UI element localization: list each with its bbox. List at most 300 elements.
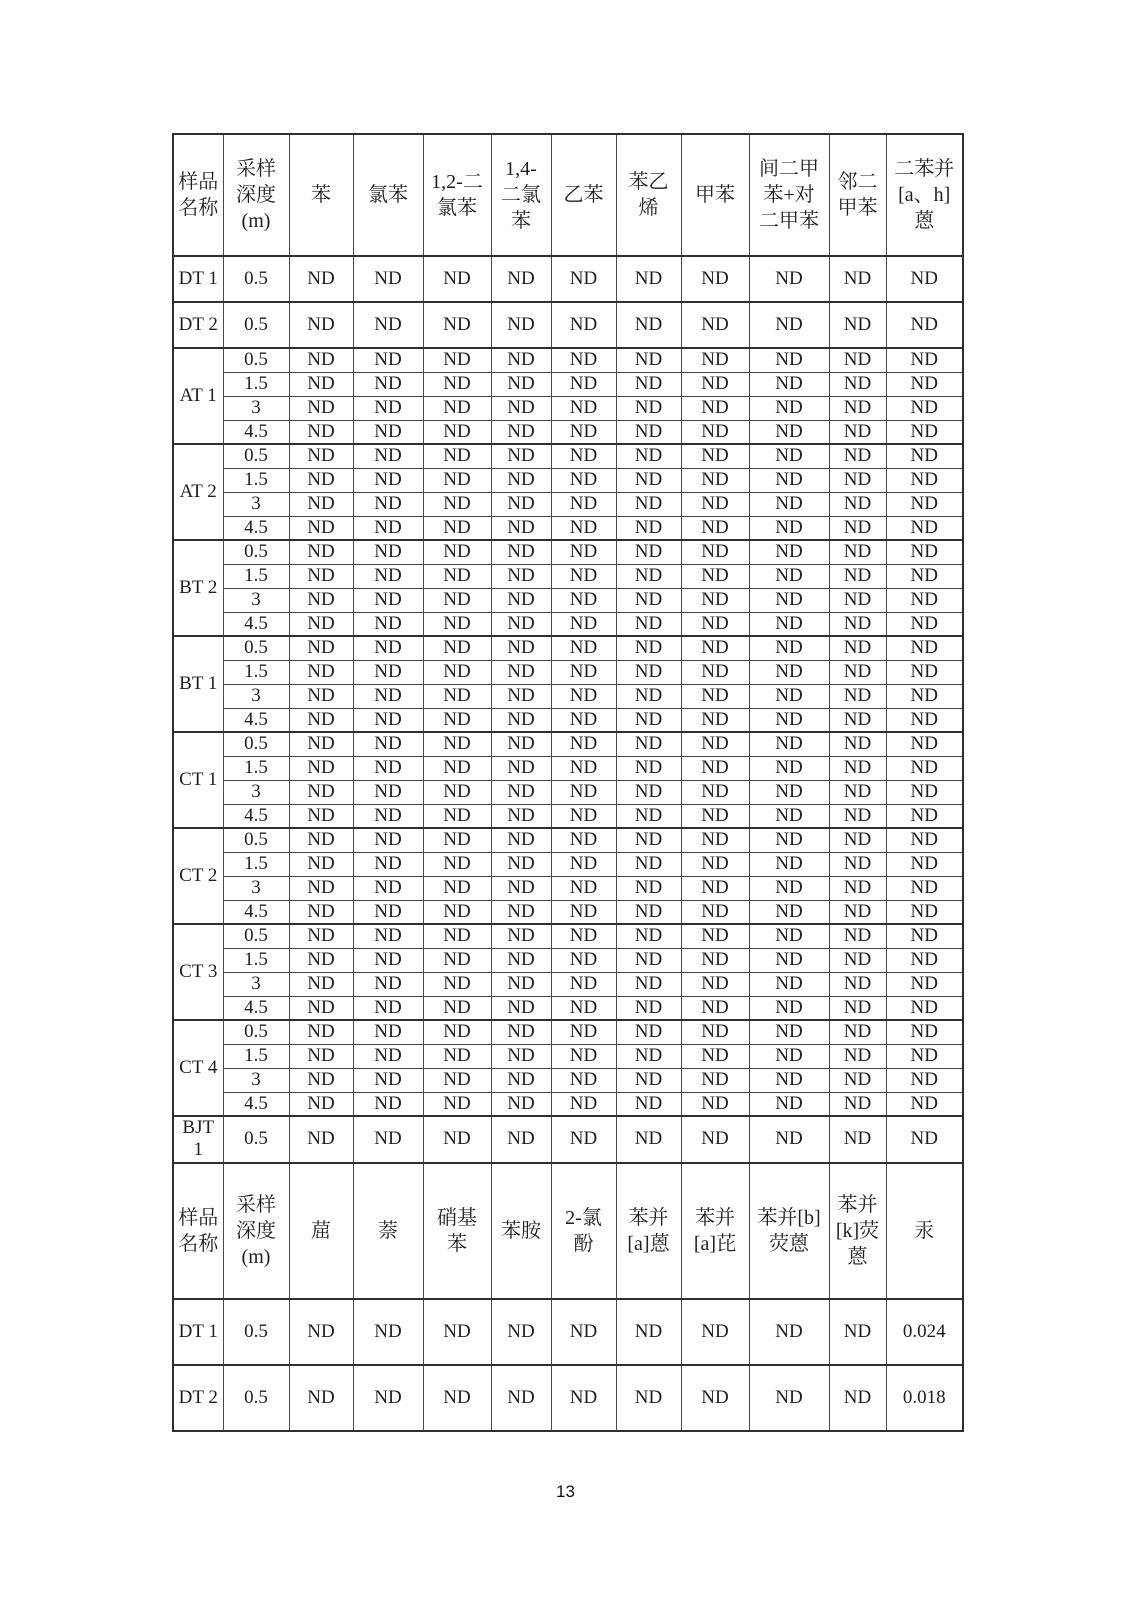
result-cell: ND <box>551 1068 616 1092</box>
header-chemical: 萘 <box>353 1163 423 1299</box>
result-cell: ND <box>423 372 491 396</box>
header-chemical: 苯并[k]荧蒽 <box>829 1163 886 1299</box>
result-cell: ND <box>681 708 749 732</box>
depth-cell: 3 <box>223 684 289 708</box>
sample-name-cell: BT 1 <box>173 636 223 732</box>
header-sample-name: 样品名称 <box>173 1163 223 1299</box>
result-cell: ND <box>829 1092 886 1116</box>
depth-cell: 0.5 <box>223 732 289 756</box>
result-cell: ND <box>423 948 491 972</box>
sample-row <box>173 372 963 396</box>
result-cell: ND <box>353 1092 423 1116</box>
depth-cell: 3 <box>223 1068 289 1092</box>
result-cell: ND <box>423 732 491 756</box>
result-cell: ND <box>681 372 749 396</box>
result-cell: ND <box>829 420 886 444</box>
sample-name-cell: CT 1 <box>173 732 223 828</box>
sample-row <box>173 396 963 420</box>
depth-cell: 3 <box>223 780 289 804</box>
result-cell: ND <box>491 636 551 660</box>
result-cell: ND <box>353 660 423 684</box>
result-cell: ND <box>616 564 681 588</box>
result-cell: ND <box>289 708 353 732</box>
header-chemical: 甲苯 <box>681 134 749 256</box>
result-cell: ND <box>353 732 423 756</box>
result-cell: ND <box>616 1020 681 1044</box>
table-body <box>173 134 963 1431</box>
result-cell: ND <box>551 468 616 492</box>
depth-cell: 4.5 <box>223 996 289 1020</box>
result-cell: ND <box>491 948 551 972</box>
sample-row <box>173 876 963 900</box>
header-chemical: 间二甲苯+对二甲苯 <box>749 134 829 256</box>
sample-name-cell: CT 4 <box>173 1020 223 1116</box>
result-cell: ND <box>681 468 749 492</box>
result-cell: ND <box>681 828 749 852</box>
result-cell: ND <box>886 756 963 780</box>
result-cell: ND <box>829 684 886 708</box>
result-cell: ND <box>829 1068 886 1092</box>
result-cell: ND <box>289 732 353 756</box>
sample-row <box>173 660 963 684</box>
depth-cell: 0.5 <box>223 540 289 564</box>
header-sampling-depth: 采样深度(m) <box>223 1163 289 1299</box>
result-cell: ND <box>551 1092 616 1116</box>
result-cell: ND <box>353 444 423 468</box>
sample-row <box>173 708 963 732</box>
result-cell: ND <box>423 564 491 588</box>
result-cell: ND <box>681 636 749 660</box>
result-cell: ND <box>353 612 423 636</box>
result-cell: ND <box>289 468 353 492</box>
result-cell: ND <box>681 876 749 900</box>
header-chemical: 苯并[b]荧蒽 <box>749 1163 829 1299</box>
result-cell: ND <box>423 660 491 684</box>
result-cell: ND <box>681 1299 749 1365</box>
result-cell: ND <box>353 756 423 780</box>
result-cell: 0.024 <box>886 1299 963 1365</box>
result-cell: ND <box>551 684 616 708</box>
result-cell: ND <box>886 684 963 708</box>
result-cell: ND <box>886 564 963 588</box>
result-cell: ND <box>423 1044 491 1068</box>
sample-row <box>173 996 963 1020</box>
result-cell: ND <box>423 1092 491 1116</box>
result-cell: ND <box>886 732 963 756</box>
depth-cell: 0.5 <box>223 1116 289 1163</box>
result-cell: ND <box>749 948 829 972</box>
result-cell: ND <box>289 900 353 924</box>
header-chemical: 苯胺 <box>491 1163 551 1299</box>
result-cell: ND <box>353 348 423 372</box>
header-chemical: 苯乙烯 <box>616 134 681 256</box>
result-cell: ND <box>491 1020 551 1044</box>
result-cell: ND <box>681 256 749 302</box>
result-cell: ND <box>829 900 886 924</box>
result-cell: ND <box>491 732 551 756</box>
header-chemical: 二苯并[a、h]蒽 <box>886 134 963 256</box>
result-cell: ND <box>289 948 353 972</box>
result-cell: ND <box>289 1020 353 1044</box>
result-cell: ND <box>616 876 681 900</box>
result-cell: ND <box>616 900 681 924</box>
sample-row <box>173 756 963 780</box>
result-cell: ND <box>616 636 681 660</box>
result-cell: ND <box>886 612 963 636</box>
sample-name-cell: AT 2 <box>173 444 223 540</box>
result-cell: ND <box>749 732 829 756</box>
sample-row <box>173 636 963 660</box>
result-cell: ND <box>616 972 681 996</box>
result-cell: ND <box>423 588 491 612</box>
result-cell: ND <box>749 588 829 612</box>
result-cell: ND <box>491 708 551 732</box>
result-cell: ND <box>423 1365 491 1431</box>
result-cell: ND <box>749 996 829 1020</box>
depth-cell: 1.5 <box>223 372 289 396</box>
result-cell: ND <box>749 660 829 684</box>
result-cell: ND <box>423 1299 491 1365</box>
result-cell: ND <box>829 1044 886 1068</box>
result-cell: 0.018 <box>886 1365 963 1431</box>
result-cell: ND <box>491 900 551 924</box>
result-cell: ND <box>289 348 353 372</box>
result-cell: ND <box>616 852 681 876</box>
result-cell: ND <box>681 396 749 420</box>
result-cell: ND <box>289 588 353 612</box>
result-cell: ND <box>423 924 491 948</box>
result-cell: ND <box>749 684 829 708</box>
sample-row <box>173 444 963 468</box>
result-cell: ND <box>551 732 616 756</box>
result-cell: ND <box>681 444 749 468</box>
result-cell: ND <box>829 612 886 636</box>
result-cell: ND <box>681 756 749 780</box>
sample-row <box>173 256 963 302</box>
result-cell: ND <box>616 468 681 492</box>
result-cell: ND <box>829 780 886 804</box>
sample-row <box>173 564 963 588</box>
result-cell: ND <box>616 780 681 804</box>
result-cell: ND <box>289 828 353 852</box>
result-cell: ND <box>551 372 616 396</box>
result-cell: ND <box>491 372 551 396</box>
depth-cell: 3 <box>223 396 289 420</box>
result-cell: ND <box>491 876 551 900</box>
result-cell: ND <box>681 1092 749 1116</box>
result-cell: ND <box>616 1044 681 1068</box>
result-cell: ND <box>829 1020 886 1044</box>
result-cell: ND <box>749 1299 829 1365</box>
result-cell: ND <box>353 996 423 1020</box>
sample-row <box>173 1044 963 1068</box>
result-cell: ND <box>289 420 353 444</box>
header-chemical: 1,2-二氯苯 <box>423 134 491 256</box>
sample-name-cell: CT 3 <box>173 924 223 1020</box>
result-cell: ND <box>491 1116 551 1163</box>
result-cell: ND <box>681 900 749 924</box>
result-cell: ND <box>423 684 491 708</box>
header-sampling-depth: 采样深度(m) <box>223 134 289 256</box>
header-row <box>173 1163 963 1299</box>
result-cell: ND <box>616 348 681 372</box>
result-cell: ND <box>616 396 681 420</box>
result-cell: ND <box>681 540 749 564</box>
result-cell: ND <box>289 1299 353 1365</box>
result-cell: ND <box>353 1299 423 1365</box>
result-cell: ND <box>551 396 616 420</box>
result-cell: ND <box>681 1020 749 1044</box>
header-chemical: 汞 <box>886 1163 963 1299</box>
result-cell: ND <box>681 852 749 876</box>
result-cell: ND <box>551 924 616 948</box>
result-cell: ND <box>353 1020 423 1044</box>
header-chemical: 硝基苯 <box>423 1163 491 1299</box>
result-cell: ND <box>423 708 491 732</box>
depth-cell: 0.5 <box>223 828 289 852</box>
result-cell: ND <box>551 948 616 972</box>
result-cell: ND <box>289 612 353 636</box>
result-cell: ND <box>829 348 886 372</box>
result-cell: ND <box>491 256 551 302</box>
depth-cell: 4.5 <box>223 1092 289 1116</box>
sample-row <box>173 804 963 828</box>
result-cell: ND <box>423 540 491 564</box>
result-cell: ND <box>491 924 551 948</box>
result-cell: ND <box>886 660 963 684</box>
result-cell: ND <box>616 372 681 396</box>
result-cell: ND <box>423 780 491 804</box>
result-cell: ND <box>353 708 423 732</box>
sample-row <box>173 516 963 540</box>
result-cell: ND <box>616 948 681 972</box>
depth-cell: 1.5 <box>223 660 289 684</box>
result-cell: ND <box>491 516 551 540</box>
result-cell: ND <box>616 1365 681 1431</box>
result-cell: ND <box>749 828 829 852</box>
result-cell: ND <box>423 636 491 660</box>
result-cell: ND <box>289 804 353 828</box>
result-cell: ND <box>681 1044 749 1068</box>
header-chemical: 2-氯酚 <box>551 1163 616 1299</box>
result-cell: ND <box>616 256 681 302</box>
depth-cell: 3 <box>223 972 289 996</box>
sample-row <box>173 612 963 636</box>
result-cell: ND <box>681 732 749 756</box>
result-cell: ND <box>353 468 423 492</box>
result-cell: ND <box>681 948 749 972</box>
result-cell: ND <box>423 852 491 876</box>
result-cell: ND <box>886 468 963 492</box>
sample-name-cell: AT 1 <box>173 348 223 444</box>
depth-cell: 1.5 <box>223 468 289 492</box>
result-cell: ND <box>829 1365 886 1431</box>
result-cell: ND <box>551 972 616 996</box>
result-cell: ND <box>886 516 963 540</box>
result-cell: ND <box>829 972 886 996</box>
result-cell: ND <box>491 396 551 420</box>
result-cell: ND <box>289 1092 353 1116</box>
result-cell: ND <box>749 396 829 420</box>
result-cell: ND <box>353 256 423 302</box>
result-cell: ND <box>749 708 829 732</box>
result-cell: ND <box>353 492 423 516</box>
result-cell: ND <box>289 660 353 684</box>
result-cell: ND <box>829 996 886 1020</box>
result-cell: ND <box>829 756 886 780</box>
result-cell: ND <box>681 302 749 348</box>
result-cell: ND <box>289 756 353 780</box>
result-cell: ND <box>491 1092 551 1116</box>
result-cell: ND <box>423 1020 491 1044</box>
result-cell: ND <box>616 996 681 1020</box>
result-cell: ND <box>749 924 829 948</box>
result-cell: ND <box>616 516 681 540</box>
sample-row <box>173 972 963 996</box>
result-cell: ND <box>886 924 963 948</box>
result-cell: ND <box>423 1116 491 1163</box>
result-cell: ND <box>551 636 616 660</box>
result-cell: ND <box>616 444 681 468</box>
result-cell: ND <box>681 804 749 828</box>
result-cell: ND <box>353 420 423 444</box>
result-cell: ND <box>749 852 829 876</box>
result-cell: ND <box>551 564 616 588</box>
sample-row <box>173 732 963 756</box>
depth-cell: 4.5 <box>223 804 289 828</box>
result-cell: ND <box>551 900 616 924</box>
result-cell: ND <box>681 996 749 1020</box>
result-cell: ND <box>551 256 616 302</box>
result-cell: ND <box>353 636 423 660</box>
result-cell: ND <box>886 492 963 516</box>
result-cell: ND <box>491 756 551 780</box>
result-cell: ND <box>886 372 963 396</box>
sample-name-cell: BJT 1 <box>173 1116 223 1163</box>
result-cell: ND <box>353 564 423 588</box>
result-cell: ND <box>353 900 423 924</box>
result-cell: ND <box>491 540 551 564</box>
result-cell: ND <box>289 684 353 708</box>
result-cell: ND <box>749 804 829 828</box>
header-chemical: 邻二甲苯 <box>829 134 886 256</box>
result-cell: ND <box>289 1116 353 1163</box>
result-cell: ND <box>681 564 749 588</box>
result-cell: ND <box>749 468 829 492</box>
result-cell: ND <box>423 804 491 828</box>
result-cell: ND <box>749 1044 829 1068</box>
result-cell: ND <box>749 780 829 804</box>
result-cell: ND <box>681 516 749 540</box>
result-cell: ND <box>749 612 829 636</box>
result-cell: ND <box>491 1044 551 1068</box>
result-cell: ND <box>886 852 963 876</box>
result-cell: ND <box>491 468 551 492</box>
sample-row <box>173 828 963 852</box>
result-cell: ND <box>886 1044 963 1068</box>
header-row <box>173 134 963 256</box>
result-cell: ND <box>353 828 423 852</box>
depth-cell: 4.5 <box>223 900 289 924</box>
result-cell: ND <box>886 1092 963 1116</box>
result-cell: ND <box>353 1068 423 1092</box>
result-cell: ND <box>886 708 963 732</box>
result-cell: ND <box>353 396 423 420</box>
depth-cell: 4.5 <box>223 516 289 540</box>
result-cell: ND <box>829 444 886 468</box>
result-cell: ND <box>551 1116 616 1163</box>
sample-row <box>173 900 963 924</box>
header-sample-name: 样品名称 <box>173 134 223 256</box>
result-cell: ND <box>829 540 886 564</box>
result-cell: ND <box>491 828 551 852</box>
result-cell: ND <box>749 1365 829 1431</box>
depth-cell: 0.5 <box>223 302 289 348</box>
result-cell: ND <box>616 708 681 732</box>
result-cell: ND <box>551 996 616 1020</box>
result-cell: ND <box>289 996 353 1020</box>
result-cell: ND <box>551 1365 616 1431</box>
sample-row <box>173 420 963 444</box>
result-cell: ND <box>551 302 616 348</box>
result-cell: ND <box>886 302 963 348</box>
result-cell: ND <box>681 1365 749 1431</box>
result-cell: ND <box>616 732 681 756</box>
result-cell: ND <box>423 420 491 444</box>
result-cell: ND <box>353 372 423 396</box>
header-chemical: 苯并[a]芘 <box>681 1163 749 1299</box>
result-cell: ND <box>681 684 749 708</box>
result-cell: ND <box>886 256 963 302</box>
result-cell: ND <box>681 612 749 636</box>
result-cell: ND <box>829 372 886 396</box>
result-cell: ND <box>491 780 551 804</box>
result-cell: ND <box>289 396 353 420</box>
depth-cell: 0.5 <box>223 924 289 948</box>
result-cell: ND <box>289 852 353 876</box>
result-cell: ND <box>616 588 681 612</box>
result-cell: ND <box>886 1020 963 1044</box>
result-cell: ND <box>829 948 886 972</box>
result-cell: ND <box>886 948 963 972</box>
result-cell: ND <box>423 996 491 1020</box>
soil-sample-results-table <box>172 133 964 1432</box>
result-cell: ND <box>423 1068 491 1092</box>
result-cell: ND <box>491 444 551 468</box>
result-cell: ND <box>491 972 551 996</box>
result-cell: ND <box>289 972 353 996</box>
result-cell: ND <box>886 900 963 924</box>
result-cell: ND <box>886 996 963 1020</box>
result-cell: ND <box>886 396 963 420</box>
sample-name-cell: DT 1 <box>173 256 223 302</box>
result-cell: ND <box>749 636 829 660</box>
sample-row <box>173 1020 963 1044</box>
result-cell: ND <box>353 302 423 348</box>
result-cell: ND <box>551 1044 616 1068</box>
result-cell: ND <box>353 948 423 972</box>
result-cell: ND <box>353 588 423 612</box>
result-cell: ND <box>749 564 829 588</box>
result-cell: ND <box>616 756 681 780</box>
result-cell: ND <box>681 660 749 684</box>
result-cell: ND <box>551 444 616 468</box>
depth-cell: 0.5 <box>223 636 289 660</box>
result-cell: ND <box>886 804 963 828</box>
depth-cell: 4.5 <box>223 612 289 636</box>
result-cell: ND <box>886 348 963 372</box>
result-cell: ND <box>886 444 963 468</box>
